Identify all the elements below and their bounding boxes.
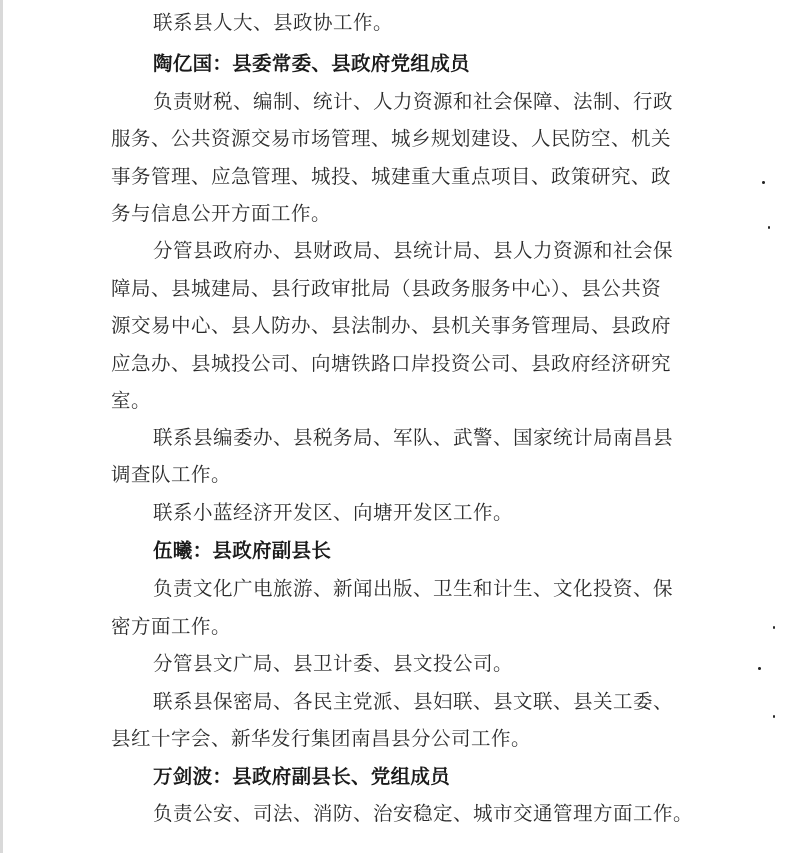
text-line: 联系小蓝经济开发区、向塘开发区工作。: [153, 501, 514, 524]
text-line: 负责财税、编制、统计、人力资源和社会保障、法制、行政: [153, 90, 674, 113]
text-line: 负责文化广电旅游、新闻出版、卫生和计生、文化投资、保: [153, 577, 674, 600]
section-heading: 陶亿国：县委常委、县政府党组成员: [153, 52, 470, 75]
text-line: 联系县人大、县政协工作。: [153, 11, 394, 34]
text-line: 联系县编委办、县税务局、军队、武警、国家统计局南昌县: [153, 426, 674, 449]
text-line: 密方面工作。: [111, 615, 232, 638]
text-line: 分管县政府办、县财政局、县统计局、县人力资源和社会保: [153, 239, 674, 262]
scan-speck: [773, 715, 775, 718]
text-line: 应急办、县城投公司、向塘铁路口岸投资公司、县政府经济研究: [111, 352, 672, 375]
section-heading: 万剑波：县政府副县长、党组成员: [153, 765, 451, 788]
text-line: 负责公安、司法、消防、治安稳定、城市交通管理方面工作。: [153, 802, 694, 825]
scan-speck: [762, 181, 765, 184]
text-line: 务与信息公开方面工作。: [111, 202, 332, 225]
text-line: 源交易中心、县人防办、县法制办、县机关事务管理局、县政府: [111, 314, 672, 337]
section-heading: 伍曦：县政府副县长: [153, 539, 332, 562]
text-line: 调查队工作。: [111, 463, 232, 486]
text-line: 服务、公共资源交易市场管理、城乡规划建设、人民防空、机关: [111, 127, 672, 150]
text-line: 县红十字会、新华发行集团南昌县分公司工作。: [111, 727, 532, 750]
text-line: 分管县文广局、县卫计委、县文投公司。: [153, 652, 514, 675]
text-line: 障局、县城建局、县行政审批局（县政务服务中心）、县公共资: [111, 277, 662, 300]
scan-speck: [758, 667, 761, 670]
scan-speck: [773, 626, 775, 629]
scan-speck: [768, 226, 770, 229]
text-line: 室。: [111, 389, 152, 412]
text-line: 联系县保密局、各民主党派、县妇联、县文联、县关工委、: [153, 690, 674, 713]
text-line: 事务管理、应急管理、城投、城建重大重点项目、政策研究、政: [111, 165, 672, 188]
page-edge-shadow: [0, 0, 3, 853]
